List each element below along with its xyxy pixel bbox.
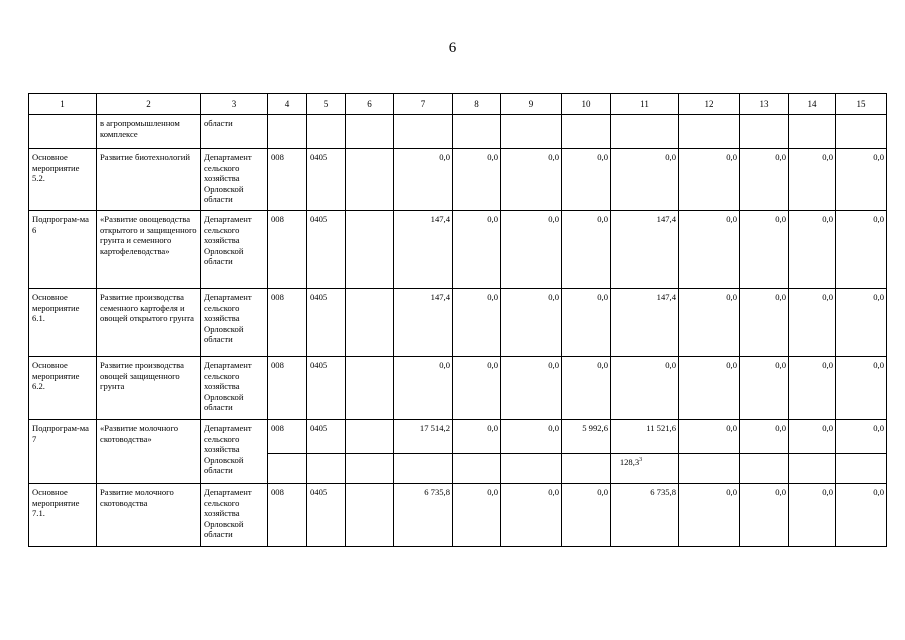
cell-col-4: 008 [268, 357, 307, 420]
cell-col-6 [346, 149, 394, 211]
header-cell-4: 4 [268, 94, 307, 115]
cell-col-15: 0,0 [836, 357, 887, 420]
cell-col-8: 0,0 [453, 420, 501, 454]
cell-col-4: 008 [268, 420, 307, 454]
cell-col-11: 0,0 [611, 357, 679, 420]
cell-col-7: 147,4 [394, 289, 453, 357]
cell-col-8 [453, 115, 501, 149]
cell-col-2: «Развитие молочного скотоводства» [97, 420, 201, 484]
cell-col-15: 0,0 [836, 484, 887, 547]
header-cell-8: 8 [453, 94, 501, 115]
cell-col-13: 0,0 [740, 484, 789, 547]
cell-col-5: 0405 [307, 420, 346, 454]
cell-col-6 [346, 357, 394, 420]
cell-col-9 [501, 454, 562, 484]
cell-col-5: 0405 [307, 211, 346, 289]
cell-col-6 [346, 420, 394, 454]
cell-col-7 [394, 454, 453, 484]
cell-col-15 [836, 115, 887, 149]
budget-table [28, 93, 887, 547]
cell-col-12: 0,0 [679, 484, 740, 547]
cell-col-3: Департамент сельского хозяйства Орловской области [201, 484, 268, 547]
cell-col-11: 0,0 [611, 149, 679, 211]
cell-col-15: 0,0 [836, 289, 887, 357]
cell-col-4 [268, 454, 307, 484]
cell-col-7: 0,0 [394, 149, 453, 211]
header-cell-1: 1 [29, 94, 97, 115]
cell-col-14 [789, 454, 836, 484]
cell-col-1 [29, 115, 97, 149]
cell-col-2: Развитие производства семенного картофеля и овощей открытого грунта [97, 289, 201, 357]
cell-col-9: 0,0 [501, 289, 562, 357]
cell-col-7: 0,0 [394, 357, 453, 420]
cell-col-11 [611, 115, 679, 149]
cell-col-3: Департамент сельского хозяйства Орловской области [201, 289, 268, 357]
cell-col-15: 0,0 [836, 211, 887, 289]
cell-col-15 [836, 454, 887, 484]
header-cell-7: 7 [394, 94, 453, 115]
cell-col-2: Развитие биотехнологий [97, 149, 201, 211]
cell-col-13 [740, 115, 789, 149]
cell-col-5: 0405 [307, 484, 346, 547]
header-cell-6: 6 [346, 94, 394, 115]
page-number: 6 [448, 40, 457, 56]
cell-col-8: 0,0 [453, 211, 501, 289]
cell-col-6 [346, 115, 394, 149]
table-row [29, 211, 887, 289]
cell-col-15: 0,0 [836, 420, 887, 454]
cell-col-8 [453, 454, 501, 484]
cell-col-14: 0,0 [789, 289, 836, 357]
header-cell-15: 15 [836, 94, 887, 115]
cell-col-5 [307, 454, 346, 484]
cell-col-11: 11 521,6 [611, 420, 679, 454]
cell-col-4 [268, 115, 307, 149]
cell-col-6 [346, 484, 394, 547]
cell-col-12: 0,0 [679, 289, 740, 357]
header-cell-2: 2 [97, 94, 201, 115]
cell-col-10 [562, 454, 611, 484]
cell-col-9: 0,0 [501, 149, 562, 211]
cell-col-7: 17 514,2 [394, 420, 453, 454]
cell-col-4: 008 [268, 289, 307, 357]
cell-col-3: области [201, 115, 268, 149]
cell-col-11: 147,4 [611, 211, 679, 289]
cell-col-1: Основное мероприятие 6.2. [29, 357, 97, 420]
table-row [29, 420, 887, 454]
cell-col-14: 0,0 [789, 211, 836, 289]
cell-col-11 [611, 454, 679, 484]
table-row [29, 149, 887, 211]
cell-col-14: 0,0 [789, 357, 836, 420]
table-row [29, 115, 887, 149]
cell-col-3: Департамент сельского хозяйства Орловской области [201, 357, 268, 420]
cell-col-12 [679, 454, 740, 484]
cell-col-11: 6 735,8 [611, 484, 679, 547]
cell-col-13 [740, 454, 789, 484]
cell-col-10 [562, 115, 611, 149]
cell-col-13: 0,0 [740, 149, 789, 211]
cell-col-5 [307, 115, 346, 149]
cell-col-14: 0,0 [789, 484, 836, 547]
cell-col-5: 0405 [307, 289, 346, 357]
cell-col-12: 0,0 [679, 420, 740, 454]
header-cell-13: 13 [740, 94, 789, 115]
cell-col-3: Департамент сельского хозяйства Орловской области [201, 149, 268, 211]
cell-col-3: Департамент сельского хозяйства Орловской области [201, 211, 268, 289]
cell-col-9 [501, 115, 562, 149]
cell-col-2: в агропромышленном комплексе [97, 115, 201, 149]
cell-col-6 [346, 211, 394, 289]
header-cell-12: 12 [679, 94, 740, 115]
cell-col-8: 0,0 [453, 484, 501, 547]
header-cell-9: 9 [501, 94, 562, 115]
cell-col-10: 0,0 [562, 289, 611, 357]
cell-col-13: 0,0 [740, 420, 789, 454]
cell-col-3: Департамент сельского хозяйства Орловской области [201, 420, 268, 484]
cell-col-1: Основное мероприятие 6.1. [29, 289, 97, 357]
cell-col-1: Подпрограм-ма 7 [29, 420, 97, 484]
cell-col-11: 147,4 [611, 289, 679, 357]
cell-col-9: 0,0 [501, 211, 562, 289]
cell-col-9: 0,0 [501, 484, 562, 547]
cell-col-4: 008 [268, 211, 307, 289]
table-row [29, 289, 887, 357]
cell-col-4: 008 [268, 484, 307, 547]
cell-col-1: Подпрограм-ма 6 [29, 211, 97, 289]
cell-col-6 [346, 454, 394, 484]
cell-col-10: 0,0 [562, 357, 611, 420]
cell-col-7: 147,4 [394, 211, 453, 289]
table-row [29, 357, 887, 420]
note-value: 128,3 [619, 457, 640, 467]
cell-col-14: 0,0 [789, 149, 836, 211]
cell-col-2: Развитие производства овощей защищенного грунта [97, 357, 201, 420]
cell-col-12: 0,0 [679, 357, 740, 420]
header-cell-10: 10 [562, 94, 611, 115]
header-cell-3: 3 [201, 94, 268, 115]
cell-col-10: 0,0 [562, 211, 611, 289]
table-header-row [29, 94, 887, 115]
cell-col-5: 0405 [307, 357, 346, 420]
header-cell-5: 5 [307, 94, 346, 115]
cell-col-7 [394, 115, 453, 149]
cell-col-10: 5 992,6 [562, 420, 611, 454]
cell-col-12: 0,0 [679, 211, 740, 289]
cell-col-10: 0,0 [562, 149, 611, 211]
cell-col-12: 0,0 [679, 149, 740, 211]
cell-col-6 [346, 289, 394, 357]
cell-col-7: 6 735,8 [394, 484, 453, 547]
cell-col-14 [789, 115, 836, 149]
cell-col-13: 0,0 [740, 289, 789, 357]
cell-col-2: «Развитие овощеводства открытого и защищенного грунта и семенного картофелеводства» [97, 211, 201, 289]
cell-col-8: 0,0 [453, 149, 501, 211]
cell-col-8: 0,0 [453, 289, 501, 357]
cell-col-4: 008 [268, 149, 307, 211]
footnote-marker: 3 [639, 457, 643, 464]
cell-col-9: 0,0 [501, 420, 562, 454]
header-cell-14: 14 [789, 94, 836, 115]
cell-col-15: 0,0 [836, 149, 887, 211]
cell-col-13: 0,0 [740, 357, 789, 420]
cell-col-12 [679, 115, 740, 149]
cell-col-2: Развитие молочного скотоводства [97, 484, 201, 547]
cell-col-14: 0,0 [789, 420, 836, 454]
cell-col-1: Основное мероприятие 7.1. [29, 484, 97, 547]
cell-col-9: 0,0 [501, 357, 562, 420]
cell-col-10: 0,0 [562, 484, 611, 547]
cell-col-8: 0,0 [453, 357, 501, 420]
header-cell-11: 11 [611, 94, 679, 115]
cell-col-1: Основное мероприятие 5.2. [29, 149, 97, 211]
cell-col-5: 0405 [307, 149, 346, 211]
table-row [29, 484, 887, 547]
cell-col-13: 0,0 [740, 211, 789, 289]
